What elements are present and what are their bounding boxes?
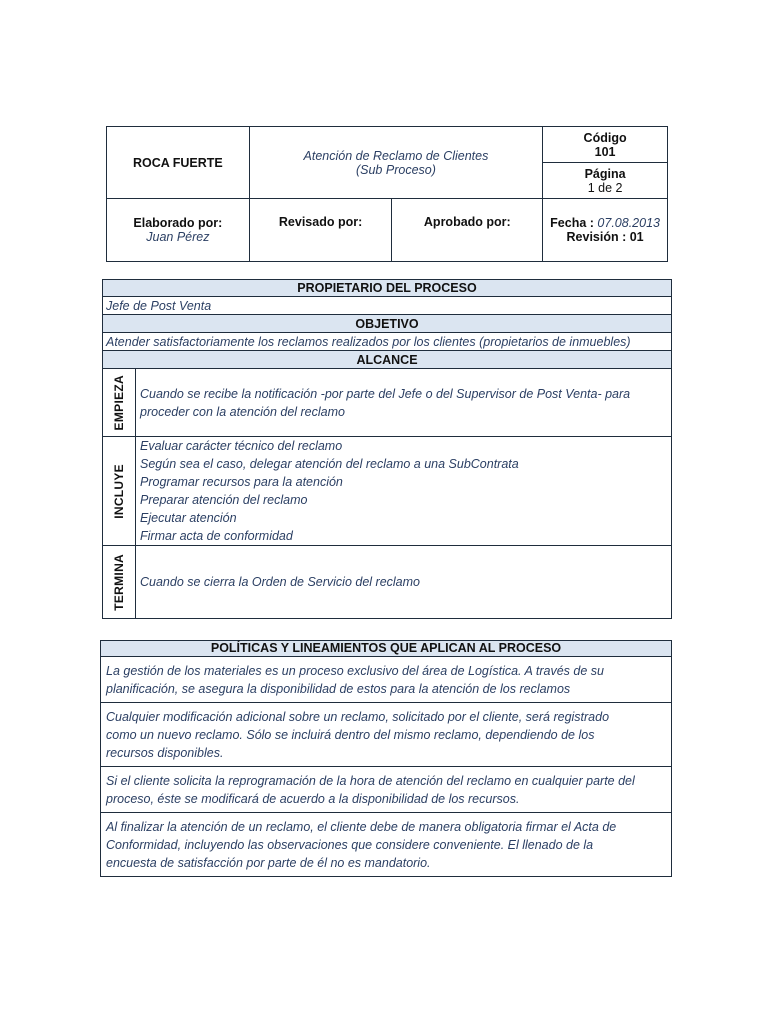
- policy-line: Conformidad, incluyendo las observaciones que considere conveniente. El llenado de la: [106, 837, 594, 852]
- fecha-value: 07.08.2013: [597, 216, 660, 230]
- elaborado-value: Juan Pérez: [146, 230, 210, 244]
- policy-line: Si el cliente solicita la reprogramación de la hora de atención del reclamo en cualquier parte del: [106, 773, 635, 788]
- objective-value: Atender satisfactoriamente los reclamos realizados por los clientes (propietarios de inmuebles): [103, 333, 672, 351]
- document-title: [249, 127, 542, 199]
- elaborado-cell: [107, 199, 250, 262]
- empieza-line: proceder con la atención del reclamo: [140, 404, 345, 419]
- policy-line: como un nuevo reclamo. Sólo se incluirá dentro del mismo reclamo, dependiendo de los: [106, 727, 595, 742]
- policy-item: [101, 657, 672, 703]
- revision-label: Revisión : 01: [566, 230, 644, 244]
- codigo-label: Código: [583, 130, 627, 145]
- policy-line: recursos disponibles.: [106, 745, 224, 760]
- empieza-label: EMPIEZA: [112, 374, 126, 431]
- elaborado-label: Elaborado por:: [133, 216, 223, 230]
- owner-value: Jefe de Post Venta: [103, 297, 672, 315]
- policies-table: [100, 640, 672, 877]
- policy-line: planificación, se asegura la disponibilidad de estos para la atención de los reclamos: [106, 681, 571, 696]
- policy-line: proceso, éste se modificará de acuerdo a la disponibilidad de los recursos.: [106, 791, 520, 806]
- policy-item: [101, 767, 672, 813]
- incluye-item: Preparar atención del reclamo: [140, 493, 308, 507]
- pagina-label: Página: [584, 166, 626, 181]
- pagina-cell: [543, 163, 668, 199]
- codigo-cell: [543, 127, 668, 163]
- policy-line: La gestión de los materiales es un proceso exclusivo del área de Logística. A través de su: [106, 663, 604, 678]
- incluye-cell: [103, 437, 136, 546]
- incluye-label: INCLUYE: [112, 463, 126, 519]
- incluye-item: Según sea el caso, delegar atención del reclamo a una SubContrata: [140, 457, 519, 471]
- document-title-line: Atención de Reclamo de Clientes: [303, 148, 489, 163]
- owner-header: PROPIETARIO DEL PROCESO: [103, 280, 672, 297]
- codigo-value: 101: [594, 144, 616, 159]
- termina-label: TERMINA: [112, 553, 126, 611]
- policy-item: [101, 813, 672, 877]
- incluye-item: Firmar acta de conformidad: [140, 529, 293, 543]
- fecha-label: Fecha :: [550, 216, 594, 230]
- objective-header: OBJETIVO: [103, 315, 672, 333]
- incluye-item: Evaluar carácter técnico del reclamo: [140, 439, 343, 453]
- policy-line: encuesta de satisfacción por parte de él no es mandatorio.: [106, 855, 431, 870]
- aprobado-label: Aprobado por:: [423, 215, 511, 229]
- empieza-text: [136, 369, 672, 437]
- process-table: [102, 279, 672, 619]
- document-header-table: [106, 126, 668, 262]
- scope-header: ALCANCE: [103, 351, 672, 369]
- termina-text: Cuando se cierra la Orden de Servicio del reclamo: [136, 546, 672, 619]
- aprobado-cell: [392, 199, 543, 262]
- incluye-item: Ejecutar atención: [140, 511, 237, 525]
- revisado-label: Revisado por:: [278, 215, 363, 229]
- incluye-item: Programar recursos para la atención: [140, 475, 343, 489]
- pagina-value: 1 de 2: [587, 180, 623, 195]
- termina-cell: [103, 546, 136, 619]
- document-subtitle: (Sub Proceso): [355, 162, 436, 177]
- policy-item: [101, 703, 672, 767]
- revisado-cell: [249, 199, 392, 262]
- incluye-list: [136, 437, 672, 546]
- policy-line: Al finalizar la atención de un reclamo, el cliente debe de manera obligatoria firmar el Acta de: [106, 819, 617, 834]
- fecha-cell: [543, 199, 668, 262]
- policy-line: Cualquier modificación adicional sobre un reclamo, solicitado por el cliente, será registrado: [106, 709, 610, 724]
- empieza-cell: [103, 369, 136, 437]
- policies-header: POLÍTICAS Y LINEAMIENTOS QUE APLICAN AL PROCESO: [101, 641, 672, 657]
- company-name: ROCA FUERTE: [107, 127, 250, 199]
- empieza-line: Cuando se recibe la notificación -por parte del Jefe o del Supervisor de Post Venta- para: [140, 386, 631, 401]
